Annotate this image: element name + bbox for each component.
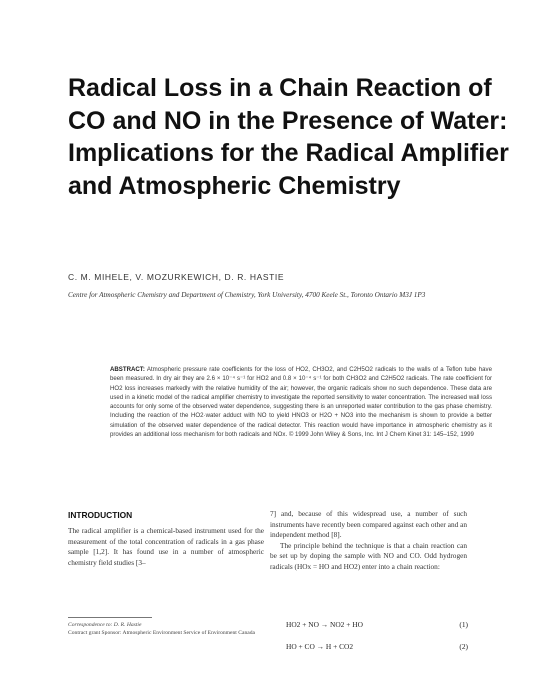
equation-number: (1) [459,620,468,629]
equation-number: (2) [459,642,468,651]
author-list: C. M. MIHELE, V. MOZURKEWICH, D. R. HASTIE [68,272,285,282]
equation-expression: HO + CO → H + CO2 [286,642,354,651]
footnote [68,621,264,637]
author-affiliation: Centre for Atmospheric Chemistry and Department of Chemistry, York University, 4700 Keele St., Toronto Ontario M3J 1P3 [68,291,426,299]
article-title: Radical Loss in a Chain Reaction of CO and NO in the Presence of Water: Implications for the Radical Amplifier and Atmospheric Chemistry [68,74,509,200]
section-heading-introduction: INTRODUCTION [68,510,133,520]
introduction-left-column: The radical amplifier is a chemical-based instrument used for the measurement of the total concentration of radicals in a gas phase sample [1,2]. It has found use in a number of atmospheric chemistry field studies [3– [68,526,264,567]
footnote-divider [68,617,152,618]
introduction-paragraph-continued: 7] and, because of this widespread use, a number of such instruments have recently been compared against each other and an independent method [8]. [270,509,467,540]
abstract-label: ABSTRACT: [110,366,145,373]
introduction-right-column [270,509,467,573]
abstract-text: Atmospheric pressure rate coefficients for the loss of HO2, CH3O2, and C2H5O2 radicals to the walls of a Teflon tube have been measured. In dry air they are 2.6 × 10⁻⁴ s⁻¹ for HO2 and 0.8 × 10⁻⁴ s⁻¹ for both CH3O2 and C2H5O2 radicals. The rate coefficient for HO2 loss increases markedly with the relative humidity of the air; however, the organic radicals show no such dependence. These data are used in a kinetic model of the radical amplifier chemistry to investigate the reported sensitivity to water concentration. The increased wall loss accounts for only some of the observed water dependence, suggesting there is an unreported water contribution to the gas phase chemistry. Including the reaction of the HO2·water adduct with NO to yield HNO3 or H2O + NO3 into the mechanism is shown to provide a better simulation of the observed water dependence of the radical detector. This reaction would have importance in atmospheric chemistry as it provides an additional loss mechanism for both radicals and NOx. © 1999 John Wiley & Sons, Inc. Int J Chem Kinet 31: 145–152, 1999 [110,366,492,438]
abstract [110,365,492,439]
equation-expression: HO2 + NO → NO2 + HO [286,620,363,629]
grant-note: Contract grant Sponsor: Atmospheric Environment Service of Environment Canada [68,630,256,637]
equation-2 [270,642,468,654]
introduction-paragraph-principle: The principle behind the technique is that a chain reaction can be set up by doping the sample with NO and CO. Odd hydrogen radicals (HOx = HO and HO2) enter into a chain reaction: [270,540,467,571]
equation-1 [270,620,468,632]
correspondence-note: Correspondence to: D. R. Hastie [68,622,142,628]
